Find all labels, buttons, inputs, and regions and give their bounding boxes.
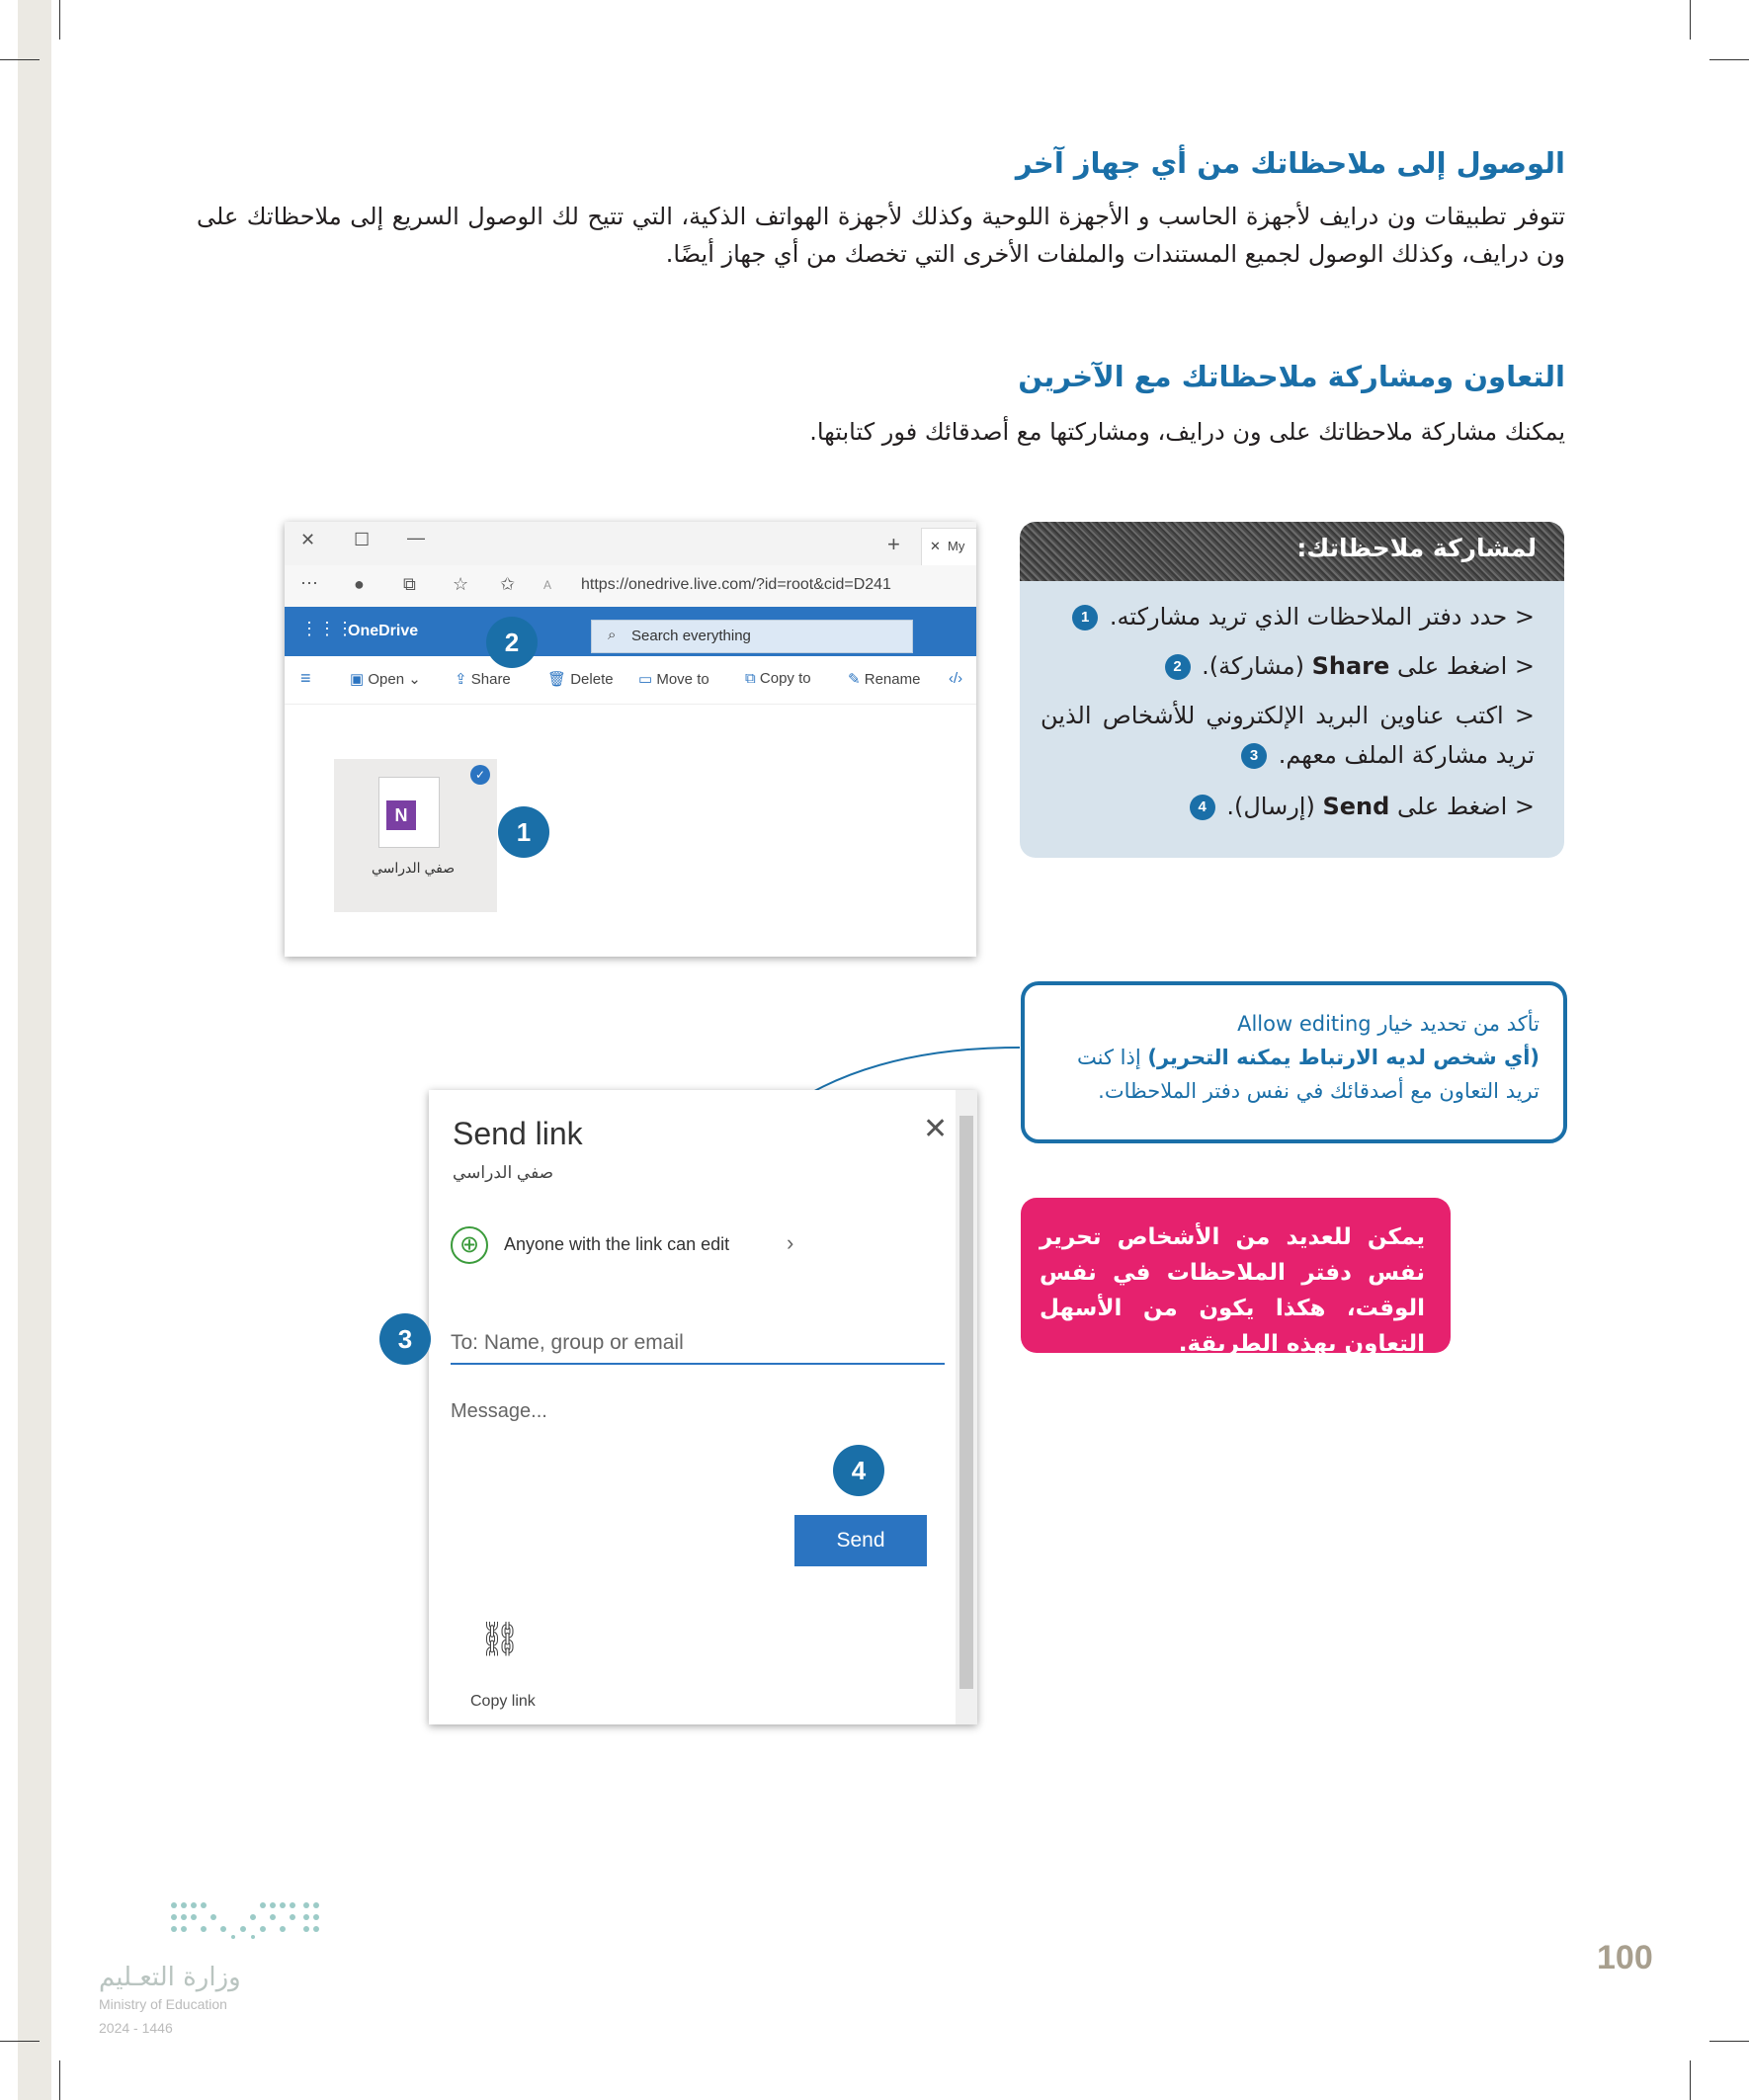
step-number: 1 (1072, 605, 1098, 630)
browser-tab[interactable] (921, 528, 976, 567)
move-to-command[interactable]: ▭ Move to (638, 671, 709, 688)
read-aloud-icon[interactable]: A (543, 578, 552, 592)
open-icon: ▣ (350, 671, 369, 688)
crop-mark (1690, 2060, 1691, 2100)
step-1: < حدد دفتر الملاحظات الذي تريد مشاركته. 1 (1068, 597, 1535, 636)
crop-mark (1709, 2041, 1749, 2042)
step-number: 3 (1241, 743, 1267, 769)
link-icon[interactable]: ⛓ (478, 1621, 522, 1658)
to-input[interactable] (451, 1325, 945, 1365)
move-icon: ▭ (638, 671, 657, 688)
section-heading-access: الوصول إلى ملاحظاتك من أي جهاز آخر (1015, 146, 1565, 180)
add-favorite-icon[interactable]: ✩ (500, 574, 516, 594)
globe-icon: ⊕ (451, 1226, 488, 1264)
delete-command[interactable]: 🗑 Delete (547, 671, 614, 688)
crop-mark (59, 0, 60, 40)
favorites-icon[interactable]: ☆ (453, 574, 469, 594)
close-icon[interactable]: ✕ (300, 530, 316, 549)
step-number: 2 (1165, 654, 1191, 680)
address-bar-row (285, 565, 976, 608)
instruction-title: لمشاركة ملاحظاتك: (1296, 534, 1537, 562)
selected-check-icon: ✓ (470, 765, 490, 785)
crop-mark (59, 2060, 60, 2100)
section-heading-share: التعاون ومشاركة ملاحظاتك مع الآخرين (1018, 360, 1565, 393)
collaboration-note (1021, 1198, 1451, 1357)
dialog-scrollbar[interactable] (956, 1090, 977, 1724)
section-body-share: يمكنك مشاركة ملاحظاتك على ون درايف، ومشاركتها مع أصدقائك فور كتابتها. (809, 418, 1565, 446)
url-field[interactable]: https://onedrive.live.com/?id=root&cid=D241 (581, 576, 891, 593)
delete-icon: 🗑 (547, 671, 571, 688)
chevron-right-icon[interactable]: › (787, 1230, 794, 1255)
step-3: < اكتب عناوين البريد الإلكتروني للأشخاص الذين تريد مشاركة الملف معهم. 3 (1041, 702, 1535, 769)
edition-year: 2024 - 1446 (99, 2020, 173, 2036)
message-placeholder: Message... (451, 1400, 547, 1422)
step-2: < اضغط على Share (مشاركة). 2 (1161, 646, 1536, 686)
to-placeholder: To: Name, group or email (451, 1331, 684, 1354)
search-placeholder: Search everything (631, 628, 751, 644)
menu-icon[interactable]: ≡ (300, 668, 311, 688)
step-marker-2: 2 (486, 617, 538, 668)
rename-icon: ✎ (848, 671, 865, 688)
onedrive-brand: OneDrive (348, 623, 419, 639)
page-number: 100 (1597, 1939, 1653, 1976)
callout-text: تأكد من تحديد خيار Allow editing (أي شخص لديه الارتباط يمكنه التحرير) إذا كنت تريد التعاون مع أصدقائك في نفس دفتر الملاحظات. (1077, 1012, 1540, 1103)
send-link-dialog (429, 1090, 977, 1724)
collections-icon[interactable]: ⧉ (403, 574, 416, 594)
permission-setting[interactable]: Anyone with the link can edit (504, 1234, 730, 1254)
more-icon[interactable]: ⋯ (300, 573, 318, 593)
step-number: 4 (1190, 795, 1215, 820)
embed-icon[interactable]: ‹/› (949, 670, 963, 687)
scrollbar-thumb[interactable] (959, 1116, 973, 1689)
profile-icon[interactable]: ● (354, 574, 365, 594)
window-titlebar (285, 522, 976, 565)
notebook-file-name: صفي الدراسي (372, 860, 456, 876)
crop-mark (1690, 0, 1691, 40)
step-marker-4: 4 (833, 1445, 884, 1496)
section-body-access: تتوفر تطبيقات ون درايف لأجهزة الحاسب و الأجهزة اللوحية وكذلك لأجهزة الهواتف الذكية، التي تتيح لك الوصول السريع إلى ملاحظاتك على ون درايف، وكذلك الوصول لجميع المستندات والملفات الأخرى التي تخصك من أي جهاز أيضًا. (197, 203, 1565, 268)
new-tab-icon[interactable]: + (887, 532, 900, 556)
crop-mark (0, 2041, 40, 2042)
ministry-name-en: Ministry of Education (99, 1996, 227, 2012)
dialog-subtitle: صفي الدراسي (453, 1163, 554, 1182)
app-launcher-icon[interactable]: ⋮⋮⋮ (300, 619, 354, 638)
maximize-icon[interactable]: ☐ (354, 530, 371, 549)
onenote-icon: N (386, 800, 416, 830)
rename-command[interactable]: ✎ Rename (848, 671, 921, 688)
search-input[interactable] (591, 620, 913, 653)
send-button[interactable]: Send (794, 1515, 927, 1566)
step-marker-1: 1 (498, 806, 549, 858)
tab-title: My (948, 539, 965, 553)
step-marker-3: 3 (379, 1313, 431, 1365)
tab-close-icon[interactable]: ✕ (930, 539, 941, 553)
dialog-title: Send link (453, 1116, 583, 1151)
onedrive-screenshot (285, 522, 976, 957)
step-4: < اضغط على Send (إرسال). 4 (1186, 787, 1535, 826)
ministry-name-ar: وزارة التعـليم (99, 1963, 241, 1992)
copy-to-command[interactable]: ⧉ Copy to (745, 670, 811, 687)
minimize-icon[interactable]: — (407, 528, 425, 547)
close-icon[interactable]: ✕ (923, 1113, 949, 1145)
copy-link-label[interactable]: Copy link (470, 1693, 536, 1710)
open-command[interactable]: ▣ Open ⌄ (350, 671, 421, 688)
search-icon: ⌕ (608, 627, 617, 643)
instruction-box (1020, 522, 1564, 858)
share-icon: ⇪ (455, 671, 471, 688)
crop-mark (0, 59, 40, 60)
crop-mark (1709, 59, 1749, 60)
allow-editing-callout (1021, 981, 1567, 1143)
page-margin-bar (18, 0, 51, 2100)
ministry-logo-dots (168, 1897, 326, 1943)
copy-icon: ⧉ (745, 670, 760, 687)
share-command[interactable]: ⇪ Share (455, 671, 511, 688)
collaboration-note-text: يمكن للعديد من الأشخاص تحرير نفس دفتر الملاحظات في نفس الوقت، هكذا يكون من الأسهل التعاون بهذه الطريقة. (1040, 1224, 1425, 1357)
